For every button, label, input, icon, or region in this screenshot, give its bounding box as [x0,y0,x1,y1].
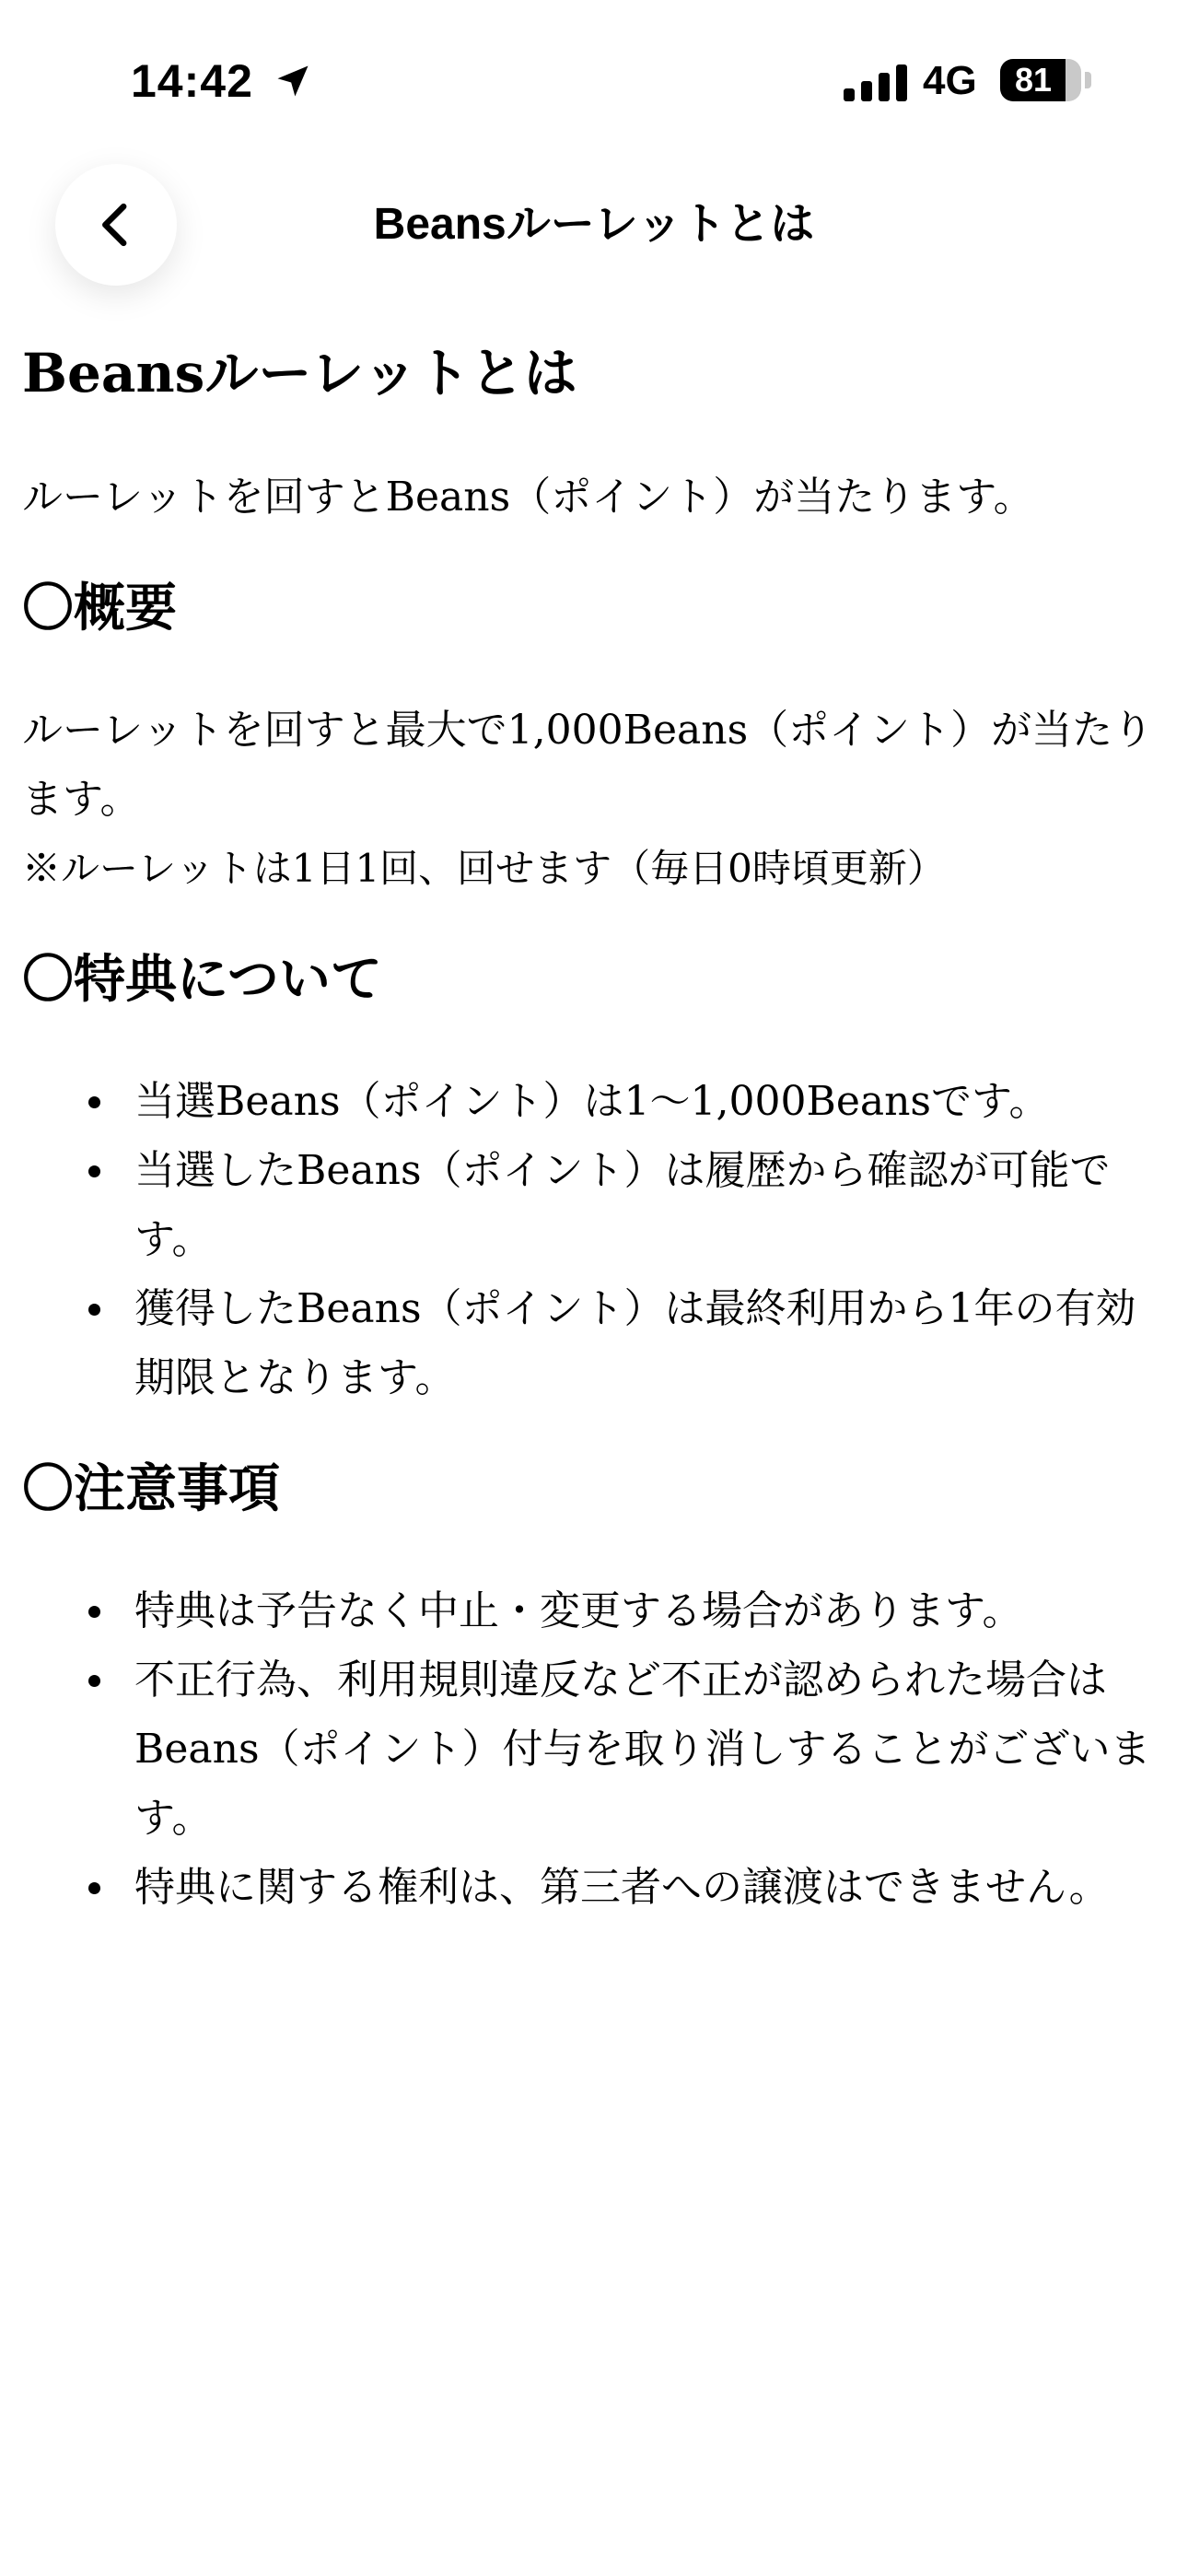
list-item: 当選Beans（ポイント）は1〜1,000Beansです。 [134,1067,1160,1136]
benefits-list [22,1067,1160,1412]
status-time: 14:42 [131,55,253,107]
intro-text: ルーレットを回すとBeans（ポイント）が当たります。 [22,474,1034,521]
page-heading: Beansルーレットとは [22,342,577,404]
benefits-heading: 〇特典について [22,949,382,1010]
list-item: 不正行為、利用規則違反など不正が認められた場合はBeans（ポイント）付与を取り消しすることがございます。 [134,1645,1160,1853]
overview-heading: 〇概要 [22,578,177,638]
overview-note: ※ルーレットは1日1回、回せます（毎日0時頃更新） [22,846,946,891]
overview-text: ルーレットを回すと最大で1,000Beans（ポイント）が当たります。 [22,707,1154,823]
battery-cap [1085,72,1091,88]
list-item: 特典に関する権利は、第三者への譲渡はできません。 [134,1853,1160,1922]
status-bar [0,0,1188,157]
cellular-signal-icon [844,64,908,101]
list-item: 当選したBeans（ポイント）は履歴から確認が可能です。 [134,1136,1160,1274]
battery-percentage: 81 [1014,61,1053,99]
list-item: 特典は予告なく中止・変更する場合があります。 [134,1576,1160,1645]
cautions-heading: 〇注意事項 [22,1458,280,1519]
network-type: 4G [923,58,977,103]
cautions-list [22,1576,1160,1922]
list-item: 獲得したBeans（ポイント）は最終利用から1年の有効期限となります。 [134,1274,1160,1412]
nav-title: Beansルーレットとは [373,200,815,249]
location-arrow-icon [273,61,313,101]
battery-icon [1000,59,1081,101]
article-content [22,332,1160,1922]
